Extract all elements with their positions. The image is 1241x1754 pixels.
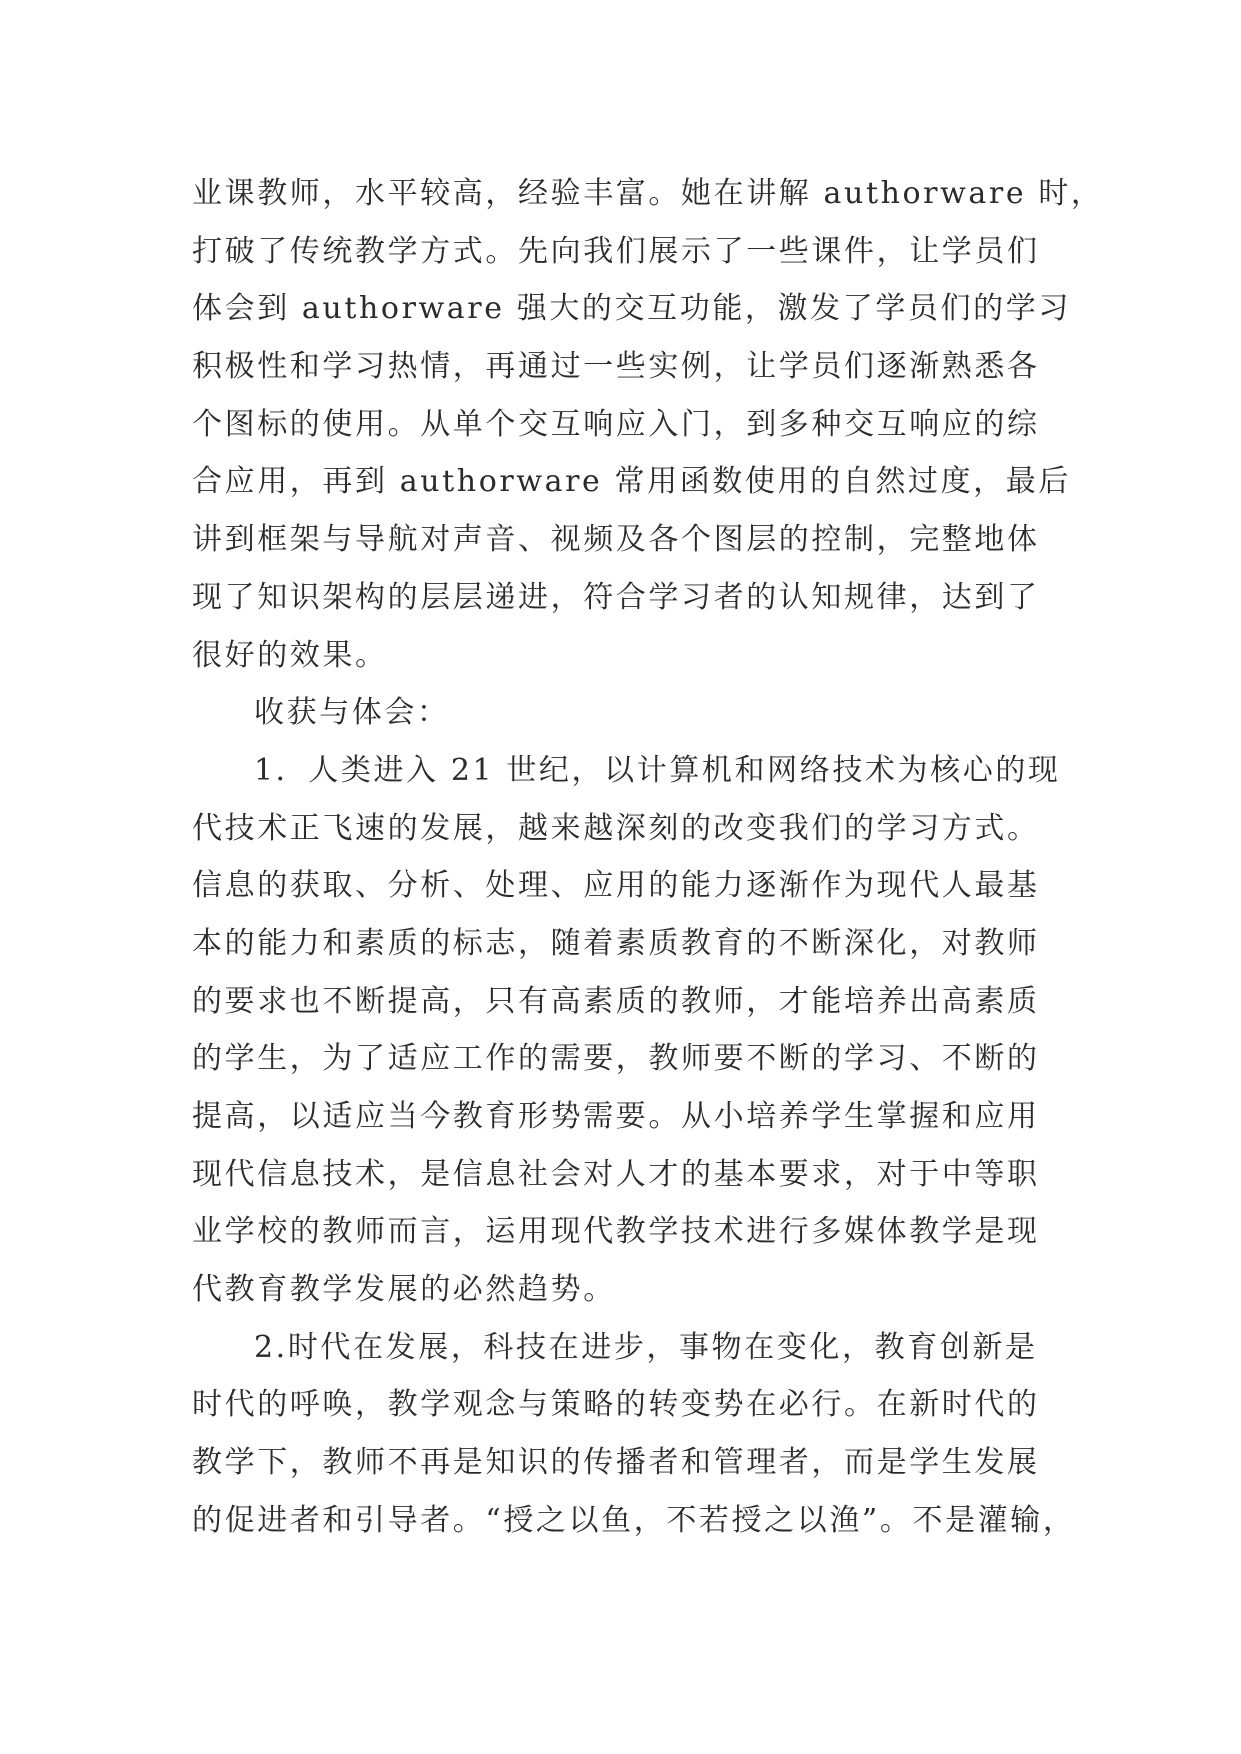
point-1-line-10: 代教育教学发展的必然趋势。 xyxy=(192,1272,616,1308)
section-heading-harvest: 收获与体会： xyxy=(254,695,450,731)
text-line-06: 合应用，再到 authorware 常用函数使用的自然过度，最后 xyxy=(192,464,1071,500)
text-line-05: 个图标的使用。从单个交互响应入门，到多种交互响应的综 xyxy=(192,406,1040,442)
point-1-line-03: 信息的获取、分析、处理、应用的能力逐渐作为现代人最基 xyxy=(192,868,1040,904)
point-2-line-04: 的促进者和引导者。“授之以鱼，不若授之以渔”。不是灌输， xyxy=(192,1502,1076,1538)
text-line-03: 体会到 authorware 强大的交互功能，激发了学员们的学习 xyxy=(192,291,1071,327)
point-1-line-07: 提高，以适应当今教育形势需要。从小培养学生掌握和应用 xyxy=(192,1099,1040,1134)
point-2-line-01: 2.时代在发展，科技在进步，事物在变化，教育创新是 xyxy=(254,1329,1038,1365)
text-line-04: 积极性和学习热情，再通过一些实例，让学员们逐渐熟悉各 xyxy=(192,349,1040,385)
point-2-line-02: 时代的呼唤，教学观念与策略的转变势在必行。在新时代的 xyxy=(192,1387,1040,1423)
text-line-08: 现了知识架构的层层递进，符合学习者的认知规律，达到了 xyxy=(192,579,1040,615)
point-1-line-06: 的学生，为了适应工作的需要，教师要不断的学习、不断的 xyxy=(192,1041,1040,1077)
text-line-02: 打破了传统教学方式。先向我们展示了一些课件，让学员们 xyxy=(192,233,1040,269)
text-line-09: 很好的效果。 xyxy=(192,637,388,673)
document-body xyxy=(192,165,1104,1550)
text-line-07: 讲到框架与导航对声音、视频及各个图层的控制，完整地体 xyxy=(192,522,1040,558)
text-line-01: 业课教师，水平较高，经验丰富。她在讲解 authorware 时， xyxy=(192,176,1104,211)
point-2-line-03: 教学下，教师不再是知识的传播者和管理者，而是学生发展 xyxy=(192,1445,1040,1481)
point-1-line-05: 的要求也不断提高，只有高素质的教师，才能培养出高素质 xyxy=(192,983,1040,1019)
point-1-line-02: 代技术正飞速的发展，越来越深刻的改变我们的学习方式。 xyxy=(192,810,1040,846)
point-1-line-04: 本的能力和素质的标志，随着素质教育的不断深化，对教师 xyxy=(192,925,1040,961)
point-1-line-08: 现代信息技术，是信息社会对人才的基本要求，对于中等职 xyxy=(192,1156,1040,1192)
point-1-line-01: 1．人类进入 21 世纪，以计算机和网络技术为核心的现 xyxy=(254,752,1061,788)
point-1-line-09: 业学校的教师而言，运用现代教学技术进行多媒体教学是现 xyxy=(192,1214,1040,1250)
